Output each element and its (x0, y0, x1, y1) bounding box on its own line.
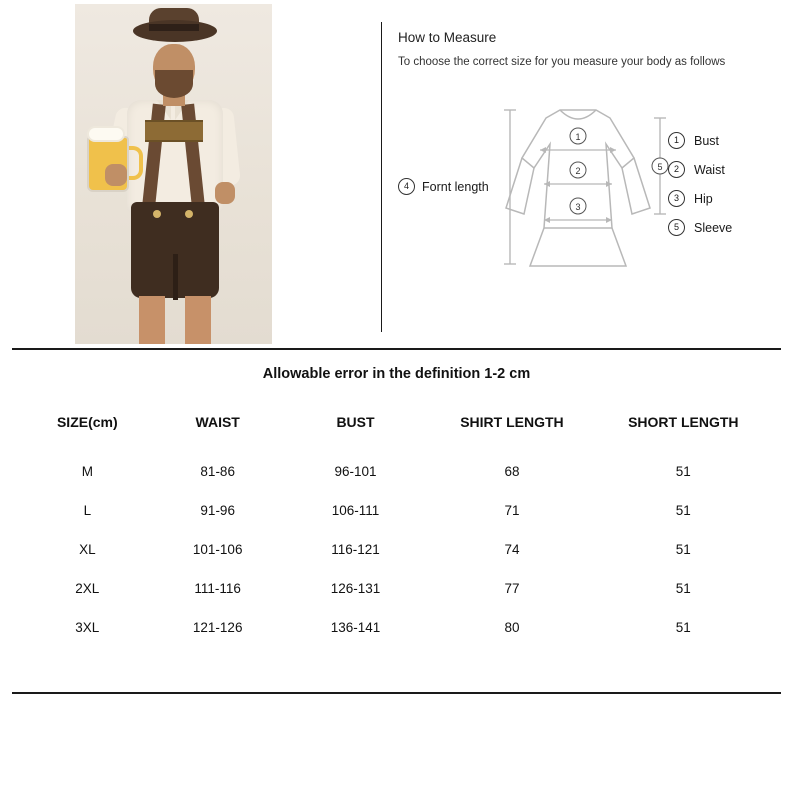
allowable-error-note: Allowable error in the definition 1-2 cm (262, 366, 531, 382)
cell-waist: 91-96 (200, 503, 235, 518)
photo-hat-band (149, 24, 199, 31)
cell-short-length: 51 (675, 620, 691, 635)
cell-waist: 81-86 (200, 464, 235, 479)
column-header-shirt-length: SHIRT LENGTH (460, 414, 564, 430)
front-length-label (398, 178, 489, 195)
cell-bust: 136-141 (330, 620, 381, 635)
legend-label-hip: Hip (694, 191, 713, 206)
cell-size: L (83, 503, 92, 518)
table-header-row (24, 408, 769, 452)
cell-shirt-length: 80 (504, 620, 520, 635)
photo-right-hand (215, 182, 235, 204)
bust-marker-icon: 1 (668, 132, 685, 149)
column-header-waist: WAIST (195, 414, 240, 430)
photo-left-hand (105, 164, 127, 186)
column-header-short-length: SHORT LENGTH (628, 414, 739, 430)
cell-short-length: 51 (675, 503, 691, 518)
cell-short-length: 51 (675, 464, 691, 479)
front-length-marker-icon: 4 (398, 178, 415, 195)
cell-size: XL (79, 542, 96, 557)
cell-waist: 111-116 (194, 581, 241, 596)
size-table-head (24, 408, 769, 452)
cell-waist: 121-126 (192, 620, 243, 635)
legend-item-waist (668, 155, 778, 184)
photo-beard (155, 70, 193, 98)
table-row (24, 530, 769, 569)
table-row (24, 452, 769, 491)
cell-bust: 116-121 (331, 542, 380, 557)
legend-item-hip (668, 184, 778, 213)
table-row (24, 569, 769, 608)
front-length-text: Fornt length (422, 179, 489, 194)
cell-shirt-length: 74 (504, 542, 520, 557)
size-table-section (0, 352, 793, 647)
cell-shirt-length: 77 (504, 581, 520, 596)
photo-left-leg (139, 296, 165, 344)
legend-item-sleeve (668, 213, 778, 242)
how-to-measure-subtext: To choose the correct size for you measure your body as follows (398, 56, 726, 68)
table-row (24, 491, 769, 530)
legend-item-bust (668, 126, 778, 155)
sleeve-marker-icon: 5 (668, 219, 685, 236)
svg-text:3: 3 (575, 202, 581, 212)
divider-bottom (12, 692, 781, 694)
photo-button-right (185, 210, 193, 218)
svg-text:5: 5 (657, 162, 663, 172)
column-header-size: SIZE(cm) (56, 414, 118, 430)
legend-label-waist: Waist (694, 162, 725, 177)
top-section (0, 0, 793, 348)
cell-shirt-length: 68 (504, 464, 520, 479)
how-to-measure-panel (398, 30, 778, 78)
cell-bust: 126-131 (330, 581, 381, 596)
photo-beer-foam (87, 126, 125, 142)
legend-label-sleeve: Sleeve (694, 220, 733, 235)
cell-short-length: 51 (675, 581, 691, 596)
how-to-measure-heading: How to Measure (398, 30, 497, 45)
cell-size: 2XL (75, 581, 100, 596)
divider-top (12, 348, 781, 350)
photo-chest-band (145, 120, 203, 142)
cell-size: M (81, 464, 93, 479)
cell-bust: 106-111 (331, 503, 380, 518)
photo-button-left (153, 210, 161, 218)
photo-shorts-split (173, 254, 178, 300)
cell-bust: 96-101 (334, 464, 377, 479)
legend-label-bust: Bust (694, 133, 720, 148)
size-table-body (24, 452, 769, 647)
svg-text:1: 1 (575, 132, 581, 142)
waist-marker-icon: 2 (668, 161, 685, 178)
photo-right-leg (185, 296, 211, 344)
svg-text:2: 2 (575, 166, 581, 176)
measurement-legend (668, 126, 778, 242)
column-header-bust: BUST (336, 414, 375, 430)
cell-shirt-length: 71 (504, 503, 520, 518)
cell-short-length: 51 (675, 542, 691, 557)
product-photo (75, 4, 272, 344)
size-table (24, 408, 769, 647)
hip-marker-icon: 3 (668, 190, 685, 207)
table-row (24, 608, 769, 647)
cell-size: 3XL (75, 620, 100, 635)
cell-waist: 101-106 (192, 542, 243, 557)
vertical-divider (381, 22, 382, 332)
